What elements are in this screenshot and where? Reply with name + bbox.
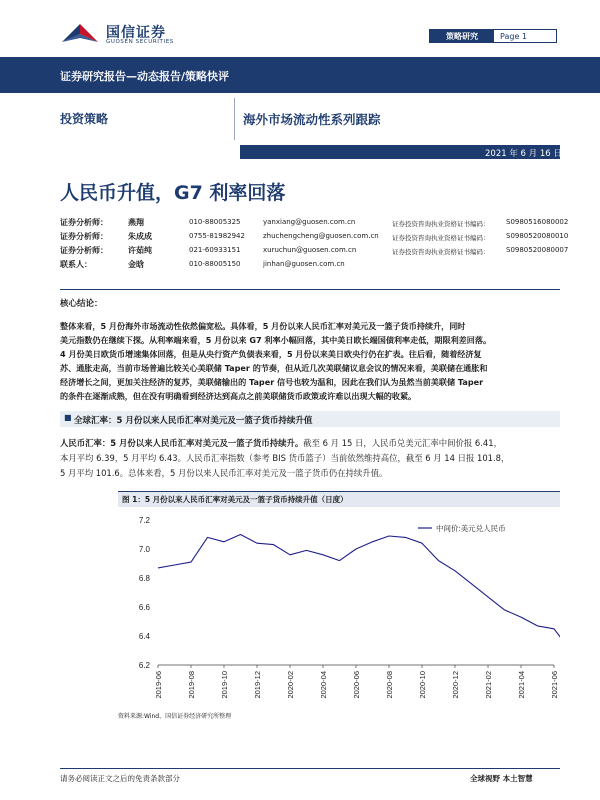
x-tick-label: 2019-10 [220, 671, 229, 699]
license-label: 证券投资咨询执业资格证书编码： [392, 220, 490, 228]
analyst-name: 燕翔 [128, 218, 144, 227]
section-heading: 全球汇率：5 月份以来人民币汇率对美元及一篮子货币持续升值 [74, 416, 313, 426]
guosen-logo-icon [60, 20, 100, 46]
contact-name: 金晗 [128, 260, 144, 269]
bullet-arrow-icon: ■ [64, 413, 72, 422]
x-tick-label: 2021-04 [517, 671, 526, 699]
x-tick-label: 2019-06 [154, 671, 163, 699]
license-number: S0980520080010 [506, 232, 569, 240]
core-line: 美元指数仍在继续下探。从利率端来看，5 月份以来 G7 利率小幅回落，其中美日欧长端国债利率走低，期限利差回落。 [60, 335, 492, 345]
report-section: 投资策略 [60, 112, 109, 126]
x-tick-label: 2021-06 [550, 671, 559, 699]
analyst-email[interactable]: zhuchengcheng@guosen.com.cn [263, 232, 379, 240]
core-heading: 核心结论： [60, 299, 103, 309]
contact-phone: 010-88005150 [189, 260, 241, 268]
analyst-email[interactable]: xuruchun@guosen.com.cn [263, 246, 357, 254]
analyst-role: 证券分析师： [60, 232, 108, 241]
x-tick-label: 2021-02 [484, 671, 493, 699]
x-tick-label: 2019-12 [253, 671, 262, 699]
license-number: S0980516080002 [506, 218, 569, 226]
core-line: 整体来看，5 月份海外市场流动性依然偏宽松。具体看，5 月份以来人民币汇率对美元及一篮子货币持续升，同时 [60, 321, 466, 331]
analyst-name: 朱成成 [128, 232, 152, 241]
x-tick-label: 2020-10 [418, 671, 427, 699]
paragraph-lead: 人民币汇率：5 月份以来人民币汇率对美元及一篮子货币持续升。 [60, 438, 304, 448]
x-tick-label: 2020-08 [385, 671, 394, 699]
y-tick-label: 6.8 [138, 574, 150, 583]
page-number: Page 1 [500, 31, 527, 41]
analyst-name: 许茹纯 [128, 246, 152, 255]
analyst-phone: 0755-81982942 [189, 232, 245, 240]
analyst-phone: 010-88005325 [189, 218, 241, 226]
core-line: 经济增长之间，更加关注经济的复苏，美联储输出的 Taper 信号也较为温和，因此在我们认为虽然当前美联储 Taper [60, 377, 484, 387]
x-tick-label: 2020-04 [319, 671, 328, 699]
core-line: 4 月份美日欧货币增速集体回落，但是从央行资产负债表来看，5 月份以来美日欧央行仍在扩表。往后看，随着经济复 [60, 349, 482, 359]
core-line: 的条件在逐渐成熟，但在没有明确看到经济达到高点之前美联储货币政策或许难以出现大幅的收紧。 [60, 391, 417, 401]
header-rule [60, 289, 560, 290]
page-title: 人民币升值，G7 利率回落 [60, 182, 286, 204]
footer-disclaimer: 请务必阅读正文之后的免责条款部分 [60, 774, 180, 783]
figure-source: 资料来源:Wind、国信证券经济研究所整理 [118, 713, 232, 720]
core-line: 苏、通胀走高，当前市场普遍比较关心美联储 Taper 的节奏，但从近几次美联储议息会议的情况来看，美联储在通胀和 [60, 363, 488, 373]
x-tick-label: 2020-12 [451, 671, 460, 699]
y-tick-label: 6.2 [138, 661, 150, 670]
chart-series [158, 534, 560, 640]
y-tick-label: 7.2 [138, 516, 150, 525]
x-axis [154, 665, 559, 699]
license-label: 证券投资咨询执业资格证书编码： [392, 234, 490, 242]
fx-line-chart [118, 508, 560, 706]
footer-rule [60, 768, 560, 769]
paragraph-line: 本月平均 6.39，5 月平均 6.43。人民币汇率指数（参考 BIS 货币篮子）当前依然维持高位，截至 6 月 14 日报 101.8， [60, 453, 510, 463]
contact-email[interactable]: jinhan@guosen.com.cn [263, 260, 345, 268]
contact-role: 联系人： [60, 260, 92, 269]
header-tag [429, 29, 557, 43]
paragraph-text: 截至 6 月 15 日，人民币兑美元汇率中间价报 6.41， [303, 438, 502, 448]
series-line [158, 535, 560, 641]
chart-legend [418, 523, 506, 533]
y-tick-label: 7.0 [138, 545, 150, 554]
analyst-phone: 021-60933151 [189, 246, 241, 254]
section-divider [234, 98, 235, 140]
paragraph-line: 5 月平均 101.6。总体来看，5 月份以来人民币汇率对美元及一篮子货币仍在持续升值。 [60, 468, 388, 478]
logo-text: 国信证券 [106, 25, 166, 41]
license-number: S0980520080007 [506, 246, 569, 254]
report-type: 证券研究报告—动态报告/策略快评 [60, 70, 230, 83]
y-tick-label: 6.4 [138, 632, 150, 641]
y-axis [139, 516, 151, 670]
figure-title: 图 1：5 月份以来人民币汇率对美元及一篮子货币持续升值（日度） [122, 495, 348, 504]
logo-subtext: GUOSEN SECURITIES [106, 39, 174, 45]
report-date: 2021 年 6 月 16 日 [485, 149, 562, 159]
license-label: 证券投资咨询执业资格证书编码： [392, 248, 490, 256]
footer-slogan: 全球视野 本土智慧 [470, 774, 533, 783]
header-category: 策略研究 [430, 30, 494, 42]
analyst-role: 证券分析师： [60, 218, 108, 227]
paragraph-line [60, 437, 502, 449]
x-tick-label: 2020-02 [286, 671, 295, 699]
x-tick-label: 2019-08 [187, 671, 196, 699]
legend-label: 中间价:美元兑人民币 [436, 524, 506, 533]
x-tick-label: 2020-06 [352, 671, 361, 699]
analyst-role: 证券分析师： [60, 246, 108, 255]
y-tick-label: 6.6 [138, 603, 150, 612]
report-series: 海外市场流动性系列跟踪 [243, 112, 381, 127]
analyst-email[interactable]: yanxiang@guosen.com.cn [263, 218, 356, 226]
